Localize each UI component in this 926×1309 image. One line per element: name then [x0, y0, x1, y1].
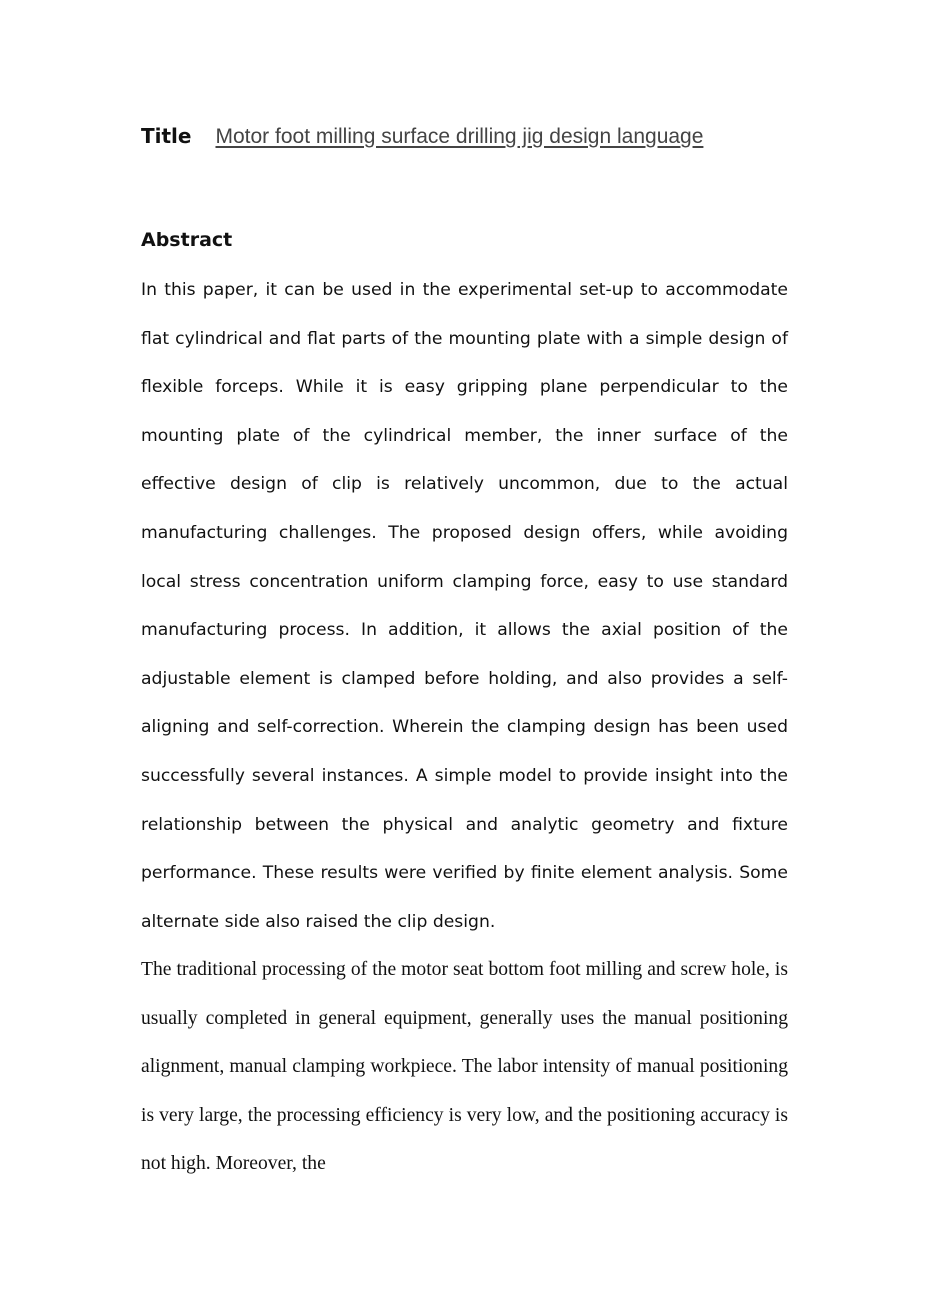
title-label: Title: [141, 124, 192, 148]
abstract-heading: Abstract: [141, 229, 233, 251]
abstract-body: In this paper, it can be used in the experimental set-up to accommodate flat cylindrical and flat parts of the mounting plate with a simple design of flexible forceps. While it is easy gripping plane perpendicular to the mounting plate of the cylindrical member, the inner surface of the effective design of clip is relatively uncommon, due to the actual manufacturing challenges. The proposed design offers, while avoiding local stress concentration uniform clamping force, easy to use standard manufacturing process. In addition, it allows the axial position of the adjustable element is clamped before holding, and also provides a self-aligning and self-correction. Wherein the clamping design has been used successfully several instances. A simple model to provide insight into the relationship between the physical and analytic geometry and fixture performance. These results were verified by finite element analysis. Some alternate side also raised the clip design.: [141, 280, 788, 932]
body-paragraph: The traditional processing of the motor seat bottom foot milling and screw hole, is usually completed in general equipment, generally uses the manual positioning alignment, manual clamping workpiece. The labor intensity of manual positioning is very large, the processing efficiency is very low, and the positioning accuracy is not high. Moreover, the: [141, 959, 788, 1175]
title-row: [141, 124, 801, 154]
paper-title: Motor foot milling surface drilling jig design language: [215, 125, 704, 148]
